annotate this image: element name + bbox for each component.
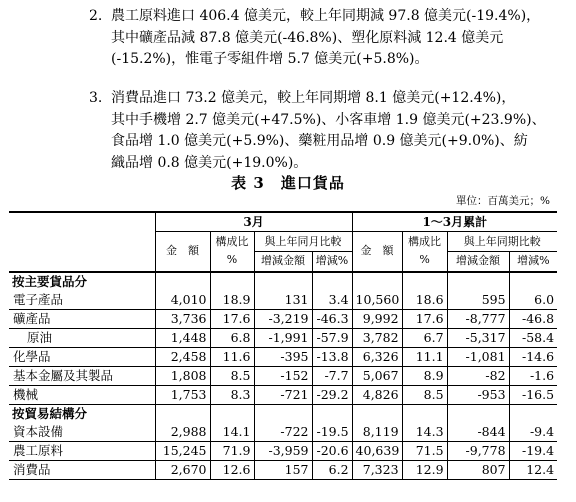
- paragraph-line: 織品增 0.8 億美元(+19.0%)。: [111, 154, 308, 171]
- header-share-cum: 構成比 %: [402, 232, 447, 272]
- cell-m-pct: -20.6: [312, 442, 352, 461]
- section-header-row: [9, 272, 557, 291]
- paragraph-line: 消費品進口 73.2 億美元，較上年同期增 8.1 億美元(+12.4%)，: [111, 90, 516, 106]
- section-title: 按主要貨品分: [12, 273, 88, 289]
- cell-c-chg: -9,778: [447, 442, 509, 461]
- cell-c-share: 8.9: [402, 366, 447, 385]
- row-label: 資本設備: [9, 423, 155, 442]
- paragraph-line: 其中礦產品減 87.8 億美元(-46.8%)、塑化原料減 12.4 億美元: [111, 29, 504, 46]
- header-change-amount: 增減金額: [254, 252, 312, 272]
- cell-m-share: 11.6: [210, 347, 254, 366]
- cell-c-chg: -82: [447, 366, 509, 385]
- table-body: [9, 272, 557, 480]
- cell-c-share: 17.6: [402, 309, 447, 328]
- table-row: [9, 385, 557, 404]
- cell-m-pct: -57.9: [312, 328, 352, 347]
- cell-c-amt: 9,992: [352, 309, 402, 328]
- cell-c-pct: 12.4: [509, 461, 557, 480]
- paragraph-number: 2.: [89, 8, 103, 24]
- table-row: [9, 366, 557, 385]
- cell-c-share: 11.1: [402, 347, 447, 366]
- cell-c-share: 8.5: [402, 385, 447, 404]
- cell-c-pct: -58.4: [509, 328, 557, 347]
- paragraph-line: (-15.2%)，惟電子零組件增 5.7 億美元(+5.8%)。: [111, 51, 429, 67]
- cell-c-chg: -1,081: [447, 347, 509, 366]
- cell-m-share: 8.3: [210, 385, 254, 404]
- cell-c-share: 18.6: [402, 291, 447, 310]
- cell-m-chg: -722: [254, 423, 312, 442]
- cell-m-amt: 1,753: [155, 385, 210, 404]
- cell-c-pct: -14.6: [509, 347, 557, 366]
- cell-c-share: 71.5: [402, 442, 447, 461]
- cell-m-chg: -152: [254, 366, 312, 385]
- header-amount-cum: 金 額: [352, 232, 402, 272]
- cell-c-amt: 4,826: [352, 385, 402, 404]
- cell-m-chg: -3,959: [254, 442, 312, 461]
- header-change-pct: 增減%: [312, 252, 352, 272]
- header-amount: 金 額: [155, 232, 210, 272]
- cell-m-amt: 1,808: [155, 366, 210, 385]
- cell-c-pct: -19.4: [509, 442, 557, 461]
- header-yoy-cum: 與上年同期比較: [447, 232, 557, 252]
- cell-m-pct: -13.8: [312, 347, 352, 366]
- cell-c-chg: -8,777: [447, 309, 509, 328]
- cell-c-chg: -5,317: [447, 328, 509, 347]
- table-row: [9, 423, 557, 442]
- paragraph-line: 農工原料進口 406.4 億美元，較上年同期減 97.8 億美元(-19.4%)，: [111, 8, 541, 24]
- paragraph-item-3: [89, 88, 561, 174]
- cell-c-pct: -1.6: [509, 366, 557, 385]
- header-change-amount-cum: 增減金額: [447, 252, 509, 272]
- cell-m-pct: -7.7: [312, 366, 352, 385]
- table-row: [9, 328, 557, 347]
- cell-c-chg: 595: [447, 291, 509, 310]
- paragraph-line: 食品增 1.0 億美元(+5.9%)、藥粧用品增 0.9 億美元(+9.0%)、紡: [111, 133, 528, 149]
- cell-m-share: 8.5: [210, 366, 254, 385]
- table-row: [9, 461, 557, 480]
- cell-c-chg: -844: [447, 423, 509, 442]
- row-label: 礦產品: [9, 309, 155, 328]
- cell-m-chg: -395: [254, 347, 312, 366]
- table-row: [9, 291, 557, 310]
- cell-c-chg: 807: [447, 461, 509, 480]
- row-label: 電子產品: [9, 291, 155, 310]
- cell-m-amt: 2,458: [155, 347, 210, 366]
- cell-c-amt: 7,323: [352, 461, 402, 480]
- cell-m-share: 18.9: [210, 291, 254, 310]
- cell-c-pct: -46.8: [509, 309, 557, 328]
- table-unit: 單位：百萬美元；%: [456, 195, 550, 207]
- header-blank: [9, 212, 155, 272]
- cell-m-share: 6.8: [210, 328, 254, 347]
- cell-m-chg: -3,219: [254, 309, 312, 328]
- cell-m-pct: 6.2: [312, 461, 352, 480]
- cell-m-share: 17.6: [210, 309, 254, 328]
- cell-c-amt: 6,326: [352, 347, 402, 366]
- cell-m-amt: 3,736: [155, 309, 210, 328]
- row-label: 農工原料: [9, 442, 155, 461]
- section-title: 按貿易結構分: [9, 404, 155, 423]
- cell-m-pct: -29.2: [312, 385, 352, 404]
- row-label: 基本金屬及其製品: [9, 366, 155, 385]
- header-cumulative: 1～3月累計: [352, 212, 557, 232]
- paragraph-item-2: [89, 6, 561, 71]
- cell-c-amt: 3,782: [352, 328, 402, 347]
- cell-c-share: 6.7: [402, 328, 447, 347]
- table-row: [9, 347, 557, 366]
- cell-m-pct: -46.3: [312, 309, 352, 328]
- header-march: 3月: [155, 212, 352, 232]
- cell-c-chg: -953: [447, 385, 509, 404]
- cell-m-chg: 131: [254, 291, 312, 310]
- table-row: [9, 442, 557, 461]
- cell-c-amt: 10,560: [352, 291, 402, 310]
- header-share: 構成比 %: [210, 232, 254, 272]
- cell-m-amt: 15,245: [155, 442, 210, 461]
- table-caption: 表 3 進口貨品: [231, 174, 345, 192]
- cell-c-amt: 40,639: [352, 442, 402, 461]
- cell-m-share: 12.6: [210, 461, 254, 480]
- cell-m-chg: 157: [254, 461, 312, 480]
- row-label: 原油: [9, 328, 155, 347]
- paragraph-number: 3.: [89, 90, 103, 106]
- imports-table: [9, 211, 557, 480]
- row-label: 化學品: [9, 347, 155, 366]
- cell-c-pct: 6.0: [509, 291, 557, 310]
- cell-m-amt: 2,670: [155, 461, 210, 480]
- cell-c-share: 14.3: [402, 423, 447, 442]
- cell-m-share: 14.1: [210, 423, 254, 442]
- table-row: [9, 309, 557, 328]
- row-label: 機械: [9, 385, 155, 404]
- cell-m-pct: -19.5: [312, 423, 352, 442]
- cell-m-chg: -721: [254, 385, 312, 404]
- header-change-pct-cum: 增減%: [509, 252, 557, 272]
- section-header-row: [9, 404, 557, 423]
- cell-c-pct: -9.4: [509, 423, 557, 442]
- cell-c-amt: 5,067: [352, 366, 402, 385]
- cell-c-pct: -16.5: [509, 385, 557, 404]
- header-yoy: 與上年同月比較: [254, 232, 352, 252]
- cell-m-amt: 1,448: [155, 328, 210, 347]
- cell-m-share: 71.9: [210, 442, 254, 461]
- cell-m-amt: 2,988: [155, 423, 210, 442]
- cell-m-pct: 3.4: [312, 291, 352, 310]
- cell-m-amt: 4,010: [155, 291, 210, 310]
- row-label: 消費品: [9, 461, 155, 480]
- cell-c-amt: 8,119: [352, 423, 402, 442]
- cell-c-share: 12.9: [402, 461, 447, 480]
- paragraph-line: 其中手機增 2.7 億美元(+47.5%)、小客車增 1.9 億美元(+23.9%)、: [111, 111, 546, 128]
- cell-m-chg: -1,991: [254, 328, 312, 347]
